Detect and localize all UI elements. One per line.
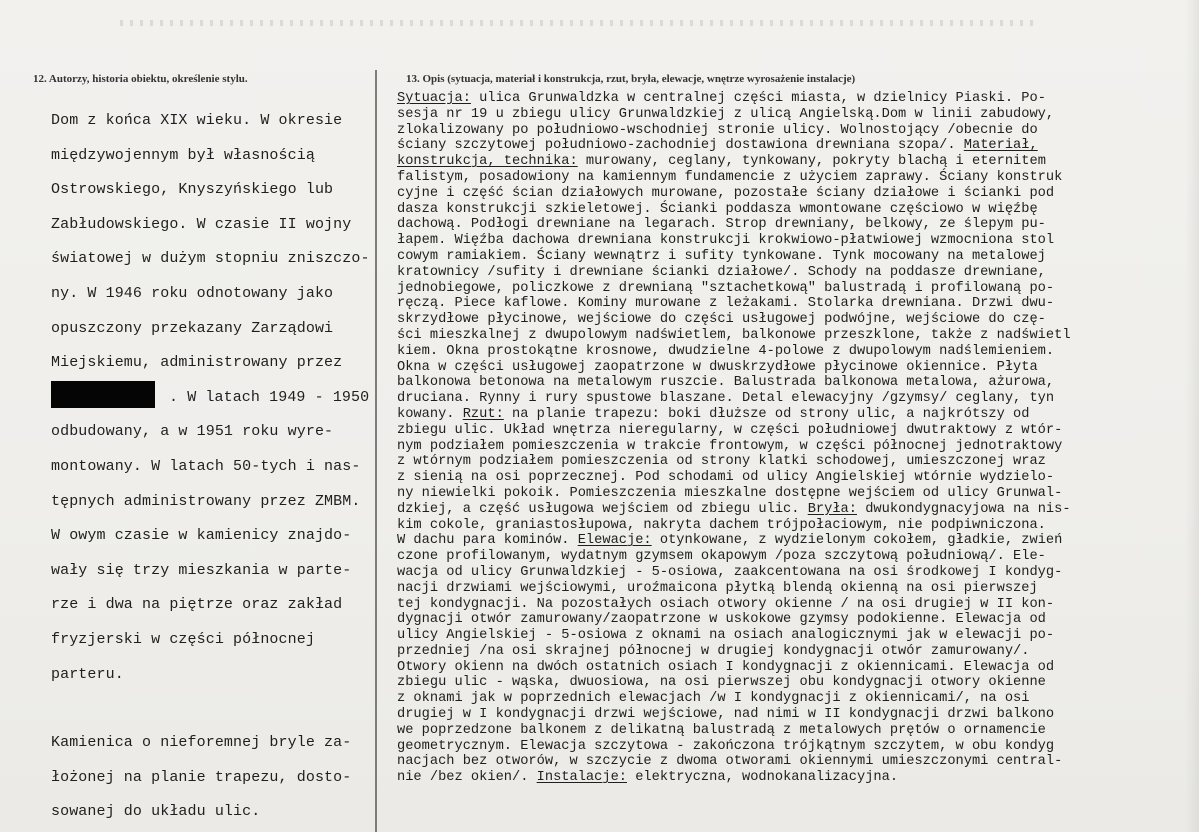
description-line	[397, 91, 1197, 107]
text-line: Dom z końca XIX wieku. W okresie	[51, 112, 343, 129]
text-line: odbudowany, a w 1951 roku wyre-	[51, 423, 334, 441]
description-line	[397, 170, 1197, 186]
text-line: sowanej do układu ulic.	[51, 803, 261, 821]
description-line	[397, 344, 1197, 360]
description-line	[397, 265, 1197, 281]
description-text: ręczą. Piece kaflowe. Kominy murowane z leżakami. Stolarka drewniana. Drzwi dwu-	[397, 296, 1055, 312]
description-text: tej kondygnacji. Na pozostałych osiach otwory okienne / na osi drugiej w II kon-	[397, 596, 1055, 612]
text-line: międzywojennym był własnością	[51, 146, 315, 164]
description-text: ści mieszkalnej z dwupolowym nadświetlem, balkonowe przeszklone, także z nadświetl	[397, 327, 1071, 343]
description-text: otynkowane, z wydzielonym cokołem, gładkie, zwień	[651, 533, 1063, 549]
section-12-header: 12. Autorzy, historia obiektu, określenie stylu.	[33, 73, 248, 85]
description-line	[397, 754, 1197, 770]
text-line: Kamienica o nieforemnej bryle za-	[51, 734, 352, 752]
description-text: kiem. Okna prostokątne krosnowe, dwudzielne 4-polowe z dwupolowym nadślemieniem.	[397, 343, 1055, 359]
description-text: jednobiegowe, policzkowe z drewnianą "sztachetkową" balustradą i profilowaną po-	[397, 280, 1055, 296]
description-text: dzkiej, a część usługowa wejściem od zbiegu ulic.	[397, 501, 808, 517]
text-line: fryzjerski w części północnej	[51, 630, 315, 648]
description-line	[397, 202, 1197, 218]
description-line	[397, 675, 1197, 691]
description-line	[397, 454, 1197, 470]
text-line: Ostrowskiego, Knyszyńskiego lub	[51, 181, 334, 199]
description-line	[397, 186, 1197, 202]
description-line	[397, 281, 1197, 297]
description-line	[397, 312, 1197, 328]
description-text: skrzydłowe płycinowe, wejściowe do części usługowej podwójne, wejściowe do czę-	[397, 312, 1046, 328]
description-line	[397, 375, 1197, 391]
redaction-bar	[51, 381, 155, 408]
description-text: zbiegu ulic. Układ wnętrza nieregularny, w części południowej dwutraktowy z wtór-	[397, 422, 1063, 438]
description-text: sesja nr 19 u zbiegu ulicy Grunwaldzkiej z ulicą Angielską.Dom w linii zabudowy,	[397, 106, 1055, 122]
description-text: z wtórnym podziałem pomieszczenia od strony klatki schodowej, umieszczonej wraz	[397, 454, 1046, 470]
description-text: czone profilowanym, wydatnym gzymsem okapowym /poza szczytową południową/. Ele-	[397, 549, 1046, 565]
description-line	[397, 691, 1197, 707]
description-text: Otwory okienn na dwóch ostatnich osiach I kondygnacji z okiennicami. Elewacja od	[397, 659, 1055, 675]
section-heading: Materiał,	[963, 138, 1038, 154]
text-line: W owym czasie w kamienicy znajdo-	[51, 527, 352, 545]
description-line	[397, 391, 1197, 407]
description-text: zbiegu ulic - wąska, dwuosiowa, na osi pierwszej obu kondygnacji otwory okienne	[397, 675, 1046, 691]
description-line	[397, 707, 1197, 723]
description-text: nacjach bez otworów, w szczycie z dwoma otworami okiennymi umieszczonymi central-	[397, 754, 1063, 770]
description-text: nacji drzwiami wejściowymi, uroźmaicona płytką blendą okienną na osi pierwszej	[397, 580, 1038, 596]
description-line	[397, 328, 1197, 344]
description-line	[397, 107, 1197, 123]
text-line: . W latach 1949 - 1950	[169, 388, 370, 406]
description-line	[397, 360, 1197, 376]
description-text: falistym, posadowiony na kamiennym fundamencie z użyciem zaprawy. Ściany konstruk	[397, 169, 1063, 185]
description-line	[397, 154, 1197, 170]
description-text: ściany szczytowej południowo-zachodniej dostawiona drewniana szopa/.	[397, 138, 964, 154]
description-text: cyjne i część ścian działowych murowane, pozostałe ściany działowe i ścianki pod	[397, 185, 1055, 201]
description-line	[397, 660, 1197, 676]
section-heading: Rzut:	[462, 406, 504, 422]
description-column	[397, 91, 1197, 786]
description-line	[397, 123, 1197, 139]
description-text: druciana. Rynny i rury spustowe blaszane. Detal elewacyjny /gzymsy/ ceglany, tyn	[397, 391, 1055, 407]
section-heading: Sytuacja:	[397, 91, 471, 106]
description-line	[397, 518, 1197, 534]
section-heading: Bryła:	[807, 501, 857, 517]
style-paragraph	[51, 726, 381, 830]
description-text: zlokalizowany po południowo-wschodniej stronie ulicy. Wolnostojący /obecnie do	[397, 122, 1038, 138]
description-line	[397, 296, 1197, 312]
history-column	[51, 104, 381, 830]
description-line	[397, 249, 1197, 265]
text-line: tępnych administrowany przez ZMBM.	[51, 492, 361, 510]
description-text: cowym ramiakiem. Ściany wewnątrz i sufity tynkowane. Tynk mocowany na metalowej	[397, 248, 1046, 264]
description-text: balkonowa betonowa na metalowym ruszcie. Balustrada balkonowa metalowa, ażurowa,	[397, 375, 1055, 391]
description-text: wacja od ulicy Grunwaldzkiej - 5-osiowa, zaakcentowana na osi środkowej I kondyg-	[397, 564, 1063, 580]
text-line: Zabłudowskiego. W czasie II wojny	[51, 215, 352, 233]
description-text: dygnacji otwór zamurowany/zaopatrzone w uskokowe gzymsy podokienne. Elewacja od	[397, 612, 1046, 628]
description-line	[397, 581, 1197, 597]
description-line	[397, 597, 1197, 613]
description-line	[397, 138, 1197, 154]
description-text: ulica Grunwaldzka w centralnej części miasta, w dzielnicy Piaski. Po-	[470, 91, 1046, 106]
text-line: parteru.	[51, 665, 124, 683]
description-line	[397, 723, 1197, 739]
section-heading: konstrukcja, technika:	[397, 154, 578, 170]
perforation-marks	[120, 20, 1040, 26]
description-text: W dachu para kominów.	[397, 533, 578, 549]
text-line: wały się trzy mieszkania w parte-	[51, 561, 352, 579]
text-line-with-redaction	[51, 381, 381, 416]
description-text: we poprzedzone balkonem z delikatną balustradą z metalowych prętów o ornamencie	[397, 722, 1046, 738]
description-text: dasza konstrukcji szkieletowej. Ścianki poddasza wmontowane częściowo w więźbę	[397, 201, 1038, 217]
text-line: światowej w dużym stopniu zniszczo-	[51, 250, 370, 268]
description-line	[397, 628, 1197, 644]
description-line	[397, 502, 1197, 518]
description-line	[397, 470, 1197, 486]
description-text: z sienią na osi poprzecznej. Pod schodami od ulicy Angielskiej wtórnie wydzielo-	[397, 470, 1055, 486]
description-line	[397, 486, 1197, 502]
description-line	[397, 565, 1197, 581]
description-line	[397, 612, 1197, 628]
description-text: Okna w części usługowej zaopatrzone w dwuskrzydłowe płycinowe okiennice. Płyta	[397, 359, 1038, 375]
description-text: przedniej /na osi skrajnej północnej w drugiej kondygnacji otwór zamurowany/.	[397, 643, 1030, 659]
description-text: drugiej w I kondygnacji drzwi wejściowe, nad nimi w II kondygnacji drzwi balkono	[397, 707, 1055, 723]
description-line	[397, 407, 1197, 423]
description-text: dachową. Podłogi drewniane na legarach. Strop drewniany, belkowy, ze ślepym pu-	[397, 217, 1046, 233]
description-text: kratownicy /sufity i drewniane ścianki działowe/. Schody na poddasze drewniane,	[397, 264, 1046, 280]
description-line	[397, 549, 1197, 565]
description-line	[397, 233, 1197, 249]
description-text: murowany, ceglany, tynkowany, pokryty blachą i eternitem	[577, 154, 1046, 170]
description-text: geometrycznym. Elewacja szczytowa - zakończona trójkątnym szczytem, w obu kondyg	[397, 738, 1055, 754]
section-13-header: 13. Opis (sytuacja, materiał i konstrukcja, rzut, bryła, elewacje, wnętrze wyrosażenie instalacje)	[406, 73, 856, 85]
description-text: kim cokole, graniastosłupowa, nakryta dachem trójpołaciowym, nie podpiwniczona.	[397, 517, 1046, 533]
section-heading: Instalacje:	[536, 770, 627, 786]
description-line	[397, 423, 1197, 439]
history-paragraph	[51, 104, 381, 692]
description-line	[397, 739, 1197, 755]
description-line	[397, 770, 1197, 786]
description-line	[397, 439, 1197, 455]
description-text: ulicy Angielskiej - 5-osiowa z oknami na osiach analogicznymi jak w elewacji po-	[397, 628, 1055, 644]
text-line: Miejskiemu, administrowany przez	[51, 354, 343, 372]
description-text: nie /bez okien/.	[397, 770, 537, 786]
description-text: ny niewielki pokoik. Pomieszczenia mieszkalne dostępne wejściem od ulicy Grunwal-	[397, 485, 1063, 501]
section-heading: Elewacje:	[577, 533, 652, 549]
description-line	[397, 533, 1197, 549]
description-text: na planie trapezu: boki dłuższe od strony ulic, a najkrótszy od	[503, 406, 1030, 422]
description-line	[397, 217, 1197, 233]
description-text: łapem. Więźba dachowa drewniana konstrukcji krokwiowo-płatwiowej wzmocniona stol	[397, 233, 1055, 249]
text-line: ny. W 1946 roku odnotowany jako	[51, 284, 334, 302]
description-text: nym podziałem pomieszczenia w trakcie frontowym, w części północnej jednotraktowy	[397, 438, 1063, 454]
description-text: elektryczna, wodnokanalizacyjna.	[627, 770, 899, 786]
text-line: montowany. W latach 50-tych i nas-	[51, 457, 361, 475]
description-line	[397, 644, 1197, 660]
text-line: rze i dwa na piętrze oraz zakład	[51, 596, 343, 614]
text-line: łożonej na planie trapezu, dosto-	[51, 768, 352, 786]
text-line: opuszczony przekazany Zarządowi	[51, 319, 334, 337]
description-text: z oknami jak w poprzednich elewacjach /w I kondygnacji z okiennicami/, na osi	[397, 691, 1030, 707]
description-text: kowany.	[397, 406, 463, 422]
description-text: dwukondygnacyjowa na nis-	[857, 501, 1071, 517]
